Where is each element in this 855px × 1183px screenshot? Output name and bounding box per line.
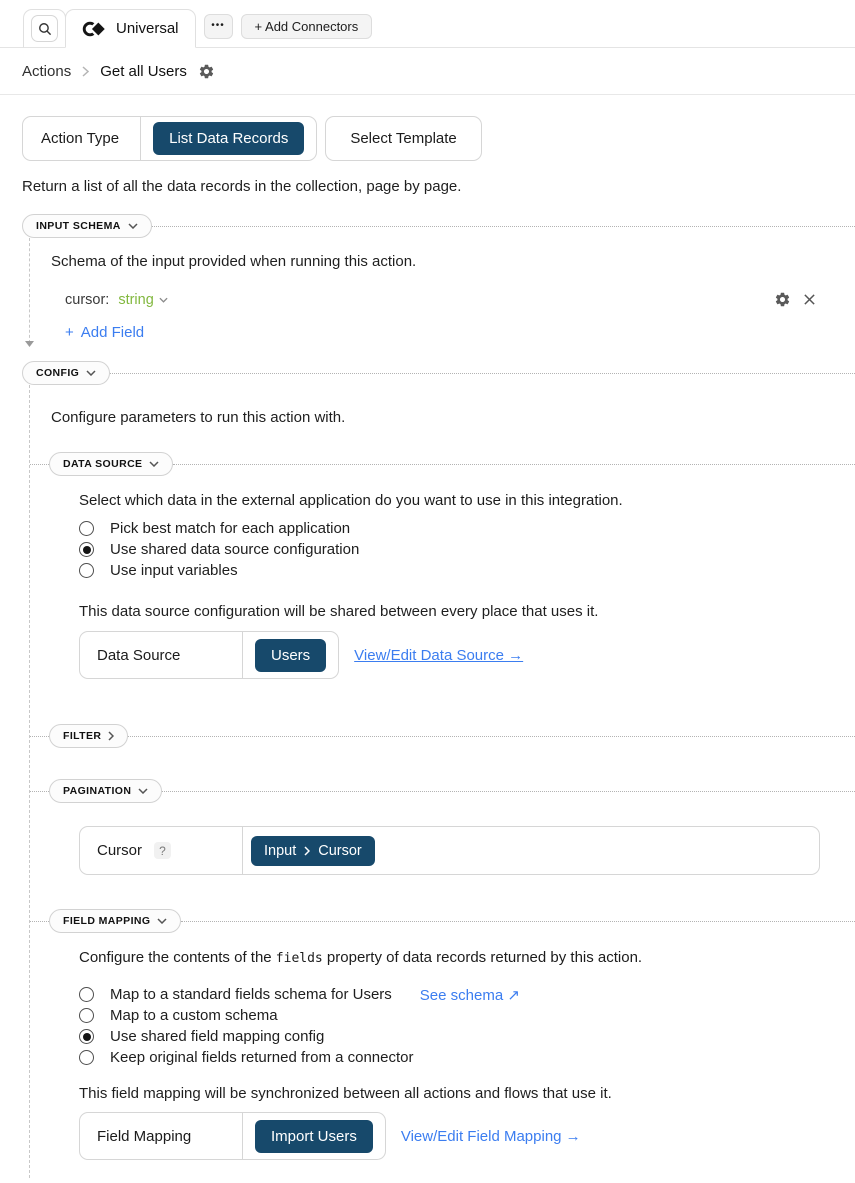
data-source-options	[79, 518, 855, 581]
action-type-value-button[interactable]: List Data Records	[153, 122, 304, 155]
help-badge[interactable]: ?	[154, 842, 171, 859]
cursor-label: Cursor	[97, 842, 143, 859]
radio-option: Pick best match for each application	[79, 518, 855, 539]
data-source-value-button[interactable]: Users	[255, 639, 326, 672]
radio-option: Use input variables	[79, 560, 855, 581]
main-content	[0, 95, 855, 1178]
radio-button[interactable]	[79, 1050, 94, 1065]
action-settings-button[interactable]	[198, 63, 215, 80]
field-mapping-pill[interactable]: FIELD MAPPING	[49, 909, 181, 933]
tab-universal-label: Universal	[116, 20, 179, 37]
plus-icon: +	[65, 324, 74, 341]
dotted-rule	[152, 226, 855, 227]
field-mapping-note: This field mapping will be synchronized between all actions and flows that use it.	[79, 1085, 612, 1102]
search-icon	[38, 22, 52, 36]
radio-button[interactable]	[79, 521, 94, 536]
radio-button[interactable]	[79, 1029, 94, 1044]
data-source-note: This data source configuration will be shared between every place that uses it.	[79, 603, 599, 620]
action-type-label: Action Type	[41, 130, 120, 147]
radio-option: Map to a standard fields schema for Users See schema ↗	[79, 984, 855, 1005]
radio-option: Use shared data source configuration	[79, 539, 855, 560]
schema-field-name: cursor:	[65, 291, 110, 308]
chevron-down-icon	[86, 370, 96, 376]
data-source-label: Data Source	[97, 646, 181, 664]
radio-button[interactable]	[79, 987, 94, 1002]
config-body	[29, 385, 855, 1178]
input-schema-body	[29, 238, 855, 343]
dotted-connector	[30, 921, 49, 922]
chevron-down-icon	[159, 297, 168, 303]
breadcrumb	[0, 48, 855, 95]
tab-universal[interactable]	[65, 9, 196, 48]
see-schema-link[interactable]: See schema ↗	[419, 986, 520, 1004]
dotted-rule	[181, 921, 855, 922]
field-mapping-box	[79, 1112, 386, 1160]
breadcrumb-actions[interactable]: Actions	[22, 62, 72, 80]
view-edit-data-source-link[interactable]: View/Edit Data Source →	[354, 646, 524, 664]
ellipsis-icon: •••	[211, 19, 225, 31]
pagination-header	[30, 779, 855, 803]
input-schema-section	[22, 214, 855, 343]
top-tab-bar	[0, 0, 855, 48]
input-schema-pill[interactable]: INPUT SCHEMA	[22, 214, 152, 238]
action-description: Return a list of all the data records in the collection, page by page.	[22, 178, 462, 195]
chevron-down-icon	[157, 918, 167, 924]
radio-button[interactable]	[79, 542, 94, 557]
dotted-connector	[30, 736, 49, 737]
field-mapping-options	[79, 984, 855, 1068]
schema-field-type-dropdown[interactable]: string	[118, 292, 167, 308]
dotted-rule	[162, 791, 855, 792]
dotted-connector	[30, 791, 49, 792]
breadcrumb-current: Get all Users	[100, 62, 187, 80]
field-mapping-description: Configure the contents of the fields property of data records returned by this action.	[79, 949, 643, 966]
field-mapping-subsection	[51, 909, 855, 1160]
input-schema-header	[22, 214, 855, 238]
view-edit-field-mapping-link[interactable]: View/Edit Field Mapping →	[400, 1127, 581, 1145]
chevron-down-icon	[138, 788, 148, 794]
chevron-right-icon	[82, 66, 89, 77]
pagination-subsection	[51, 779, 855, 875]
search-button[interactable]	[31, 15, 58, 42]
field-mapping-row	[79, 1112, 855, 1160]
config-description: Configure parameters to run this action with.	[51, 409, 346, 426]
config-pill[interactable]: CONFIG	[22, 361, 110, 385]
dotted-connector	[30, 464, 49, 465]
schema-field-row	[51, 291, 855, 308]
radio-option: Map to a custom schema	[79, 1005, 855, 1026]
cursor-row	[79, 826, 820, 875]
action-type-group	[22, 116, 317, 161]
dotted-rule	[173, 464, 855, 465]
pagination-pill[interactable]: PAGINATION	[49, 779, 162, 803]
chevron-down-icon	[128, 223, 138, 229]
filter-pill[interactable]: FILTER	[49, 724, 128, 748]
filter-header	[30, 724, 855, 748]
field-mapping-value-button[interactable]: Import Users	[255, 1120, 373, 1153]
close-icon	[803, 293, 816, 306]
chevron-right-icon	[108, 731, 114, 741]
more-tabs-button[interactable]	[204, 14, 233, 39]
data-source-header	[30, 452, 855, 476]
data-source-pill[interactable]: DATA SOURCE	[49, 452, 173, 476]
radio-option: Use shared field mapping config	[79, 1026, 855, 1047]
select-template-button[interactable]: Select Template	[325, 116, 481, 161]
radio-button[interactable]	[79, 1008, 94, 1023]
data-source-subsection	[51, 452, 855, 679]
data-source-row	[79, 631, 855, 679]
dotted-rule	[110, 373, 855, 374]
tab-search[interactable]	[23, 9, 66, 48]
field-mapping-label: Field Mapping	[97, 1127, 192, 1145]
data-source-description: Select which data in the external application do you want to use in this integration.	[79, 492, 623, 509]
radio-option: Keep original fields returned from a connector	[79, 1047, 855, 1068]
filter-subsection	[51, 724, 855, 748]
gear-icon	[774, 291, 791, 308]
add-field-button[interactable]: + Add Field	[65, 324, 145, 341]
config-header	[22, 361, 855, 385]
gear-icon	[198, 63, 215, 80]
dotted-rule	[128, 736, 855, 737]
divider	[242, 827, 243, 874]
data-source-box	[79, 631, 339, 679]
chevron-right-icon	[304, 846, 310, 856]
config-section	[22, 361, 855, 1178]
add-connectors-button[interactable]: + Add Connectors	[241, 14, 373, 39]
fields-code: fields	[275, 951, 323, 966]
cursor-value-pill[interactable]: Input Cursor	[251, 836, 375, 866]
chevron-down-icon	[149, 461, 159, 467]
input-schema-description: Schema of the input provided when running this action.	[51, 253, 417, 270]
universal-logo-icon	[82, 19, 107, 39]
radio-button[interactable]	[79, 563, 94, 578]
field-settings-button[interactable]	[774, 291, 791, 308]
field-mapping-header	[30, 909, 855, 933]
field-delete-button[interactable]	[803, 293, 816, 306]
action-type-row	[22, 116, 855, 161]
section-end-arrow-icon	[25, 341, 34, 347]
